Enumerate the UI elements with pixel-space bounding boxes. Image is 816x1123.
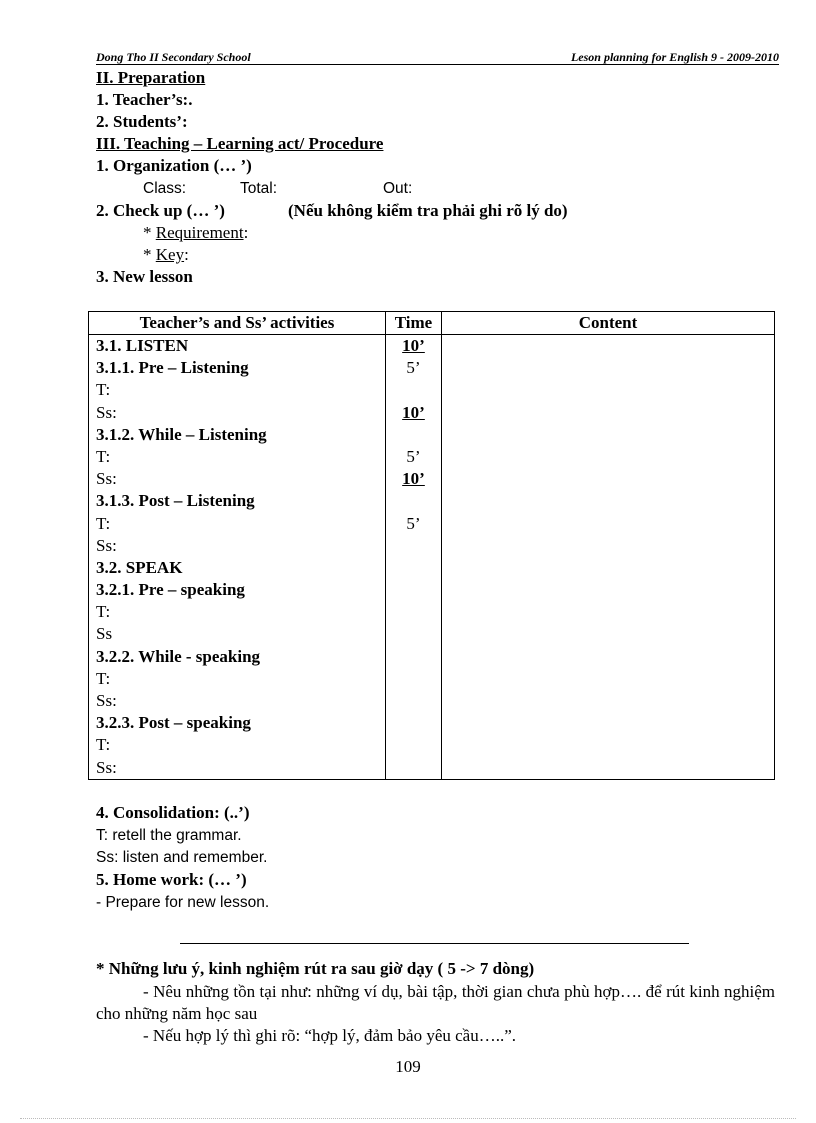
activity-row: 3.1.2. While – Listening xyxy=(96,424,267,444)
activity-row: 3.1.3. Post – Listening xyxy=(96,491,255,511)
notes-paragraph-1: - Nêu những tồn tại như: những ví dụ, bài tập, thời gian chưa phù hợp…. để rút kinh nghiệm cho những năm học sau xyxy=(96,982,775,1023)
time-value xyxy=(386,490,441,512)
time-value: 5’ xyxy=(406,358,421,378)
activity-row: T: xyxy=(96,513,111,533)
header-school-name: Dong Tho II Secondary School xyxy=(96,50,251,64)
table-body-row xyxy=(89,335,775,780)
homework-heading: 5. Home work xyxy=(96,870,199,889)
teachers-preparation: 1. Teacher’s:. xyxy=(96,90,193,109)
activity-row: Ss: xyxy=(96,691,117,710)
time-value: 5’ xyxy=(406,513,421,533)
consolidation-time: : (..’) xyxy=(214,803,250,822)
total-label: Total: xyxy=(240,180,278,197)
homework-task-line: - Prepare for new lesson. xyxy=(96,894,270,911)
requirement-line xyxy=(143,222,248,244)
activity-row: T: xyxy=(96,668,111,688)
key-colon: : xyxy=(184,245,189,264)
preparation-heading: II. Preparation xyxy=(96,68,206,87)
requirement-label: Requirement xyxy=(155,223,244,242)
notes-heading: * Những lưu ý, kinh nghiệm rút ra sau giờ dạy ( 5 -> 7 dòng) xyxy=(96,959,535,978)
activity-row: T: xyxy=(96,446,111,466)
table-header-row xyxy=(89,312,775,335)
content-cell xyxy=(442,335,775,780)
time-value xyxy=(386,424,441,446)
activity-row: 3.1. LISTEN xyxy=(96,336,189,355)
activity-row: T: xyxy=(96,602,111,622)
time-value: 5’ xyxy=(406,446,421,466)
consolidation-line xyxy=(96,802,250,824)
time-cell xyxy=(386,335,442,780)
activities-column-header: Teacher’s and Ss’ activities xyxy=(89,312,386,335)
out-label: Out: xyxy=(383,180,413,197)
activity-row: Ss: xyxy=(96,757,117,777)
activity-row: 3.1.1. Pre – Listening xyxy=(96,358,249,378)
class-label: Class: xyxy=(143,180,187,197)
header-rule xyxy=(96,64,779,65)
activities-cell xyxy=(89,335,386,780)
time-value: 10’ xyxy=(402,336,425,355)
time-value: 10’ xyxy=(402,402,425,422)
key-label: Key xyxy=(155,245,185,264)
activity-row: Ss: xyxy=(96,402,117,422)
consolidation-teacher-line: T: retell the grammar. xyxy=(96,827,242,844)
key-line xyxy=(143,244,189,266)
organization-heading: 1. Organization (… ’) xyxy=(96,156,252,175)
requirement-bullet: * xyxy=(143,223,156,242)
students-preparation: 2. Students’: xyxy=(96,112,188,131)
consolidation-heading: 4. Consolidation xyxy=(96,803,215,822)
page-bottom-rule xyxy=(20,1118,796,1119)
activity-row: T: xyxy=(96,735,111,755)
requirement-colon: : xyxy=(243,223,249,242)
procedure-heading: III. Teaching – Learning act/ Procedure xyxy=(96,134,384,153)
consolidation-student-line: Ss: listen and remember. xyxy=(96,849,268,866)
activity-row: Ss: xyxy=(96,535,117,555)
time-column-header: Time xyxy=(386,312,442,335)
time-value: 10’ xyxy=(402,469,425,489)
notes-paragraph-2: - Nếu hợp lý thì ghi rõ: “hợp lý, đảm bảo yêu cầu…..”. xyxy=(143,1026,517,1045)
activity-row: 3.2.1. Pre – speaking xyxy=(96,580,245,600)
activity-row: 3.2. SPEAK xyxy=(96,557,183,577)
activity-row: 3.2.3. Post – speaking xyxy=(96,713,251,733)
activity-row: Ss: xyxy=(96,469,117,489)
homework-time: : (… ’) xyxy=(198,870,247,889)
checkup-note: (Nếu không kiểm tra phải ghi rõ lý do) xyxy=(288,201,568,220)
new-lesson-heading: 3. New lesson xyxy=(96,267,193,286)
time-value xyxy=(386,379,441,401)
checkup-heading: 2. Check up (… ’) xyxy=(96,201,225,220)
key-bullet: * xyxy=(143,245,156,264)
section-separator xyxy=(180,943,689,944)
page-number: 109 xyxy=(395,1057,421,1076)
lesson-table xyxy=(88,311,775,780)
content-column-header: Content xyxy=(442,312,775,335)
activity-row: 3.2.2. While - speaking xyxy=(96,646,261,666)
header-course-title: Leson planning for English 9 - 2009-2010 xyxy=(570,50,779,64)
homework-line xyxy=(96,869,247,891)
activity-row: T: xyxy=(96,380,111,400)
activity-row: Ss xyxy=(96,624,113,644)
